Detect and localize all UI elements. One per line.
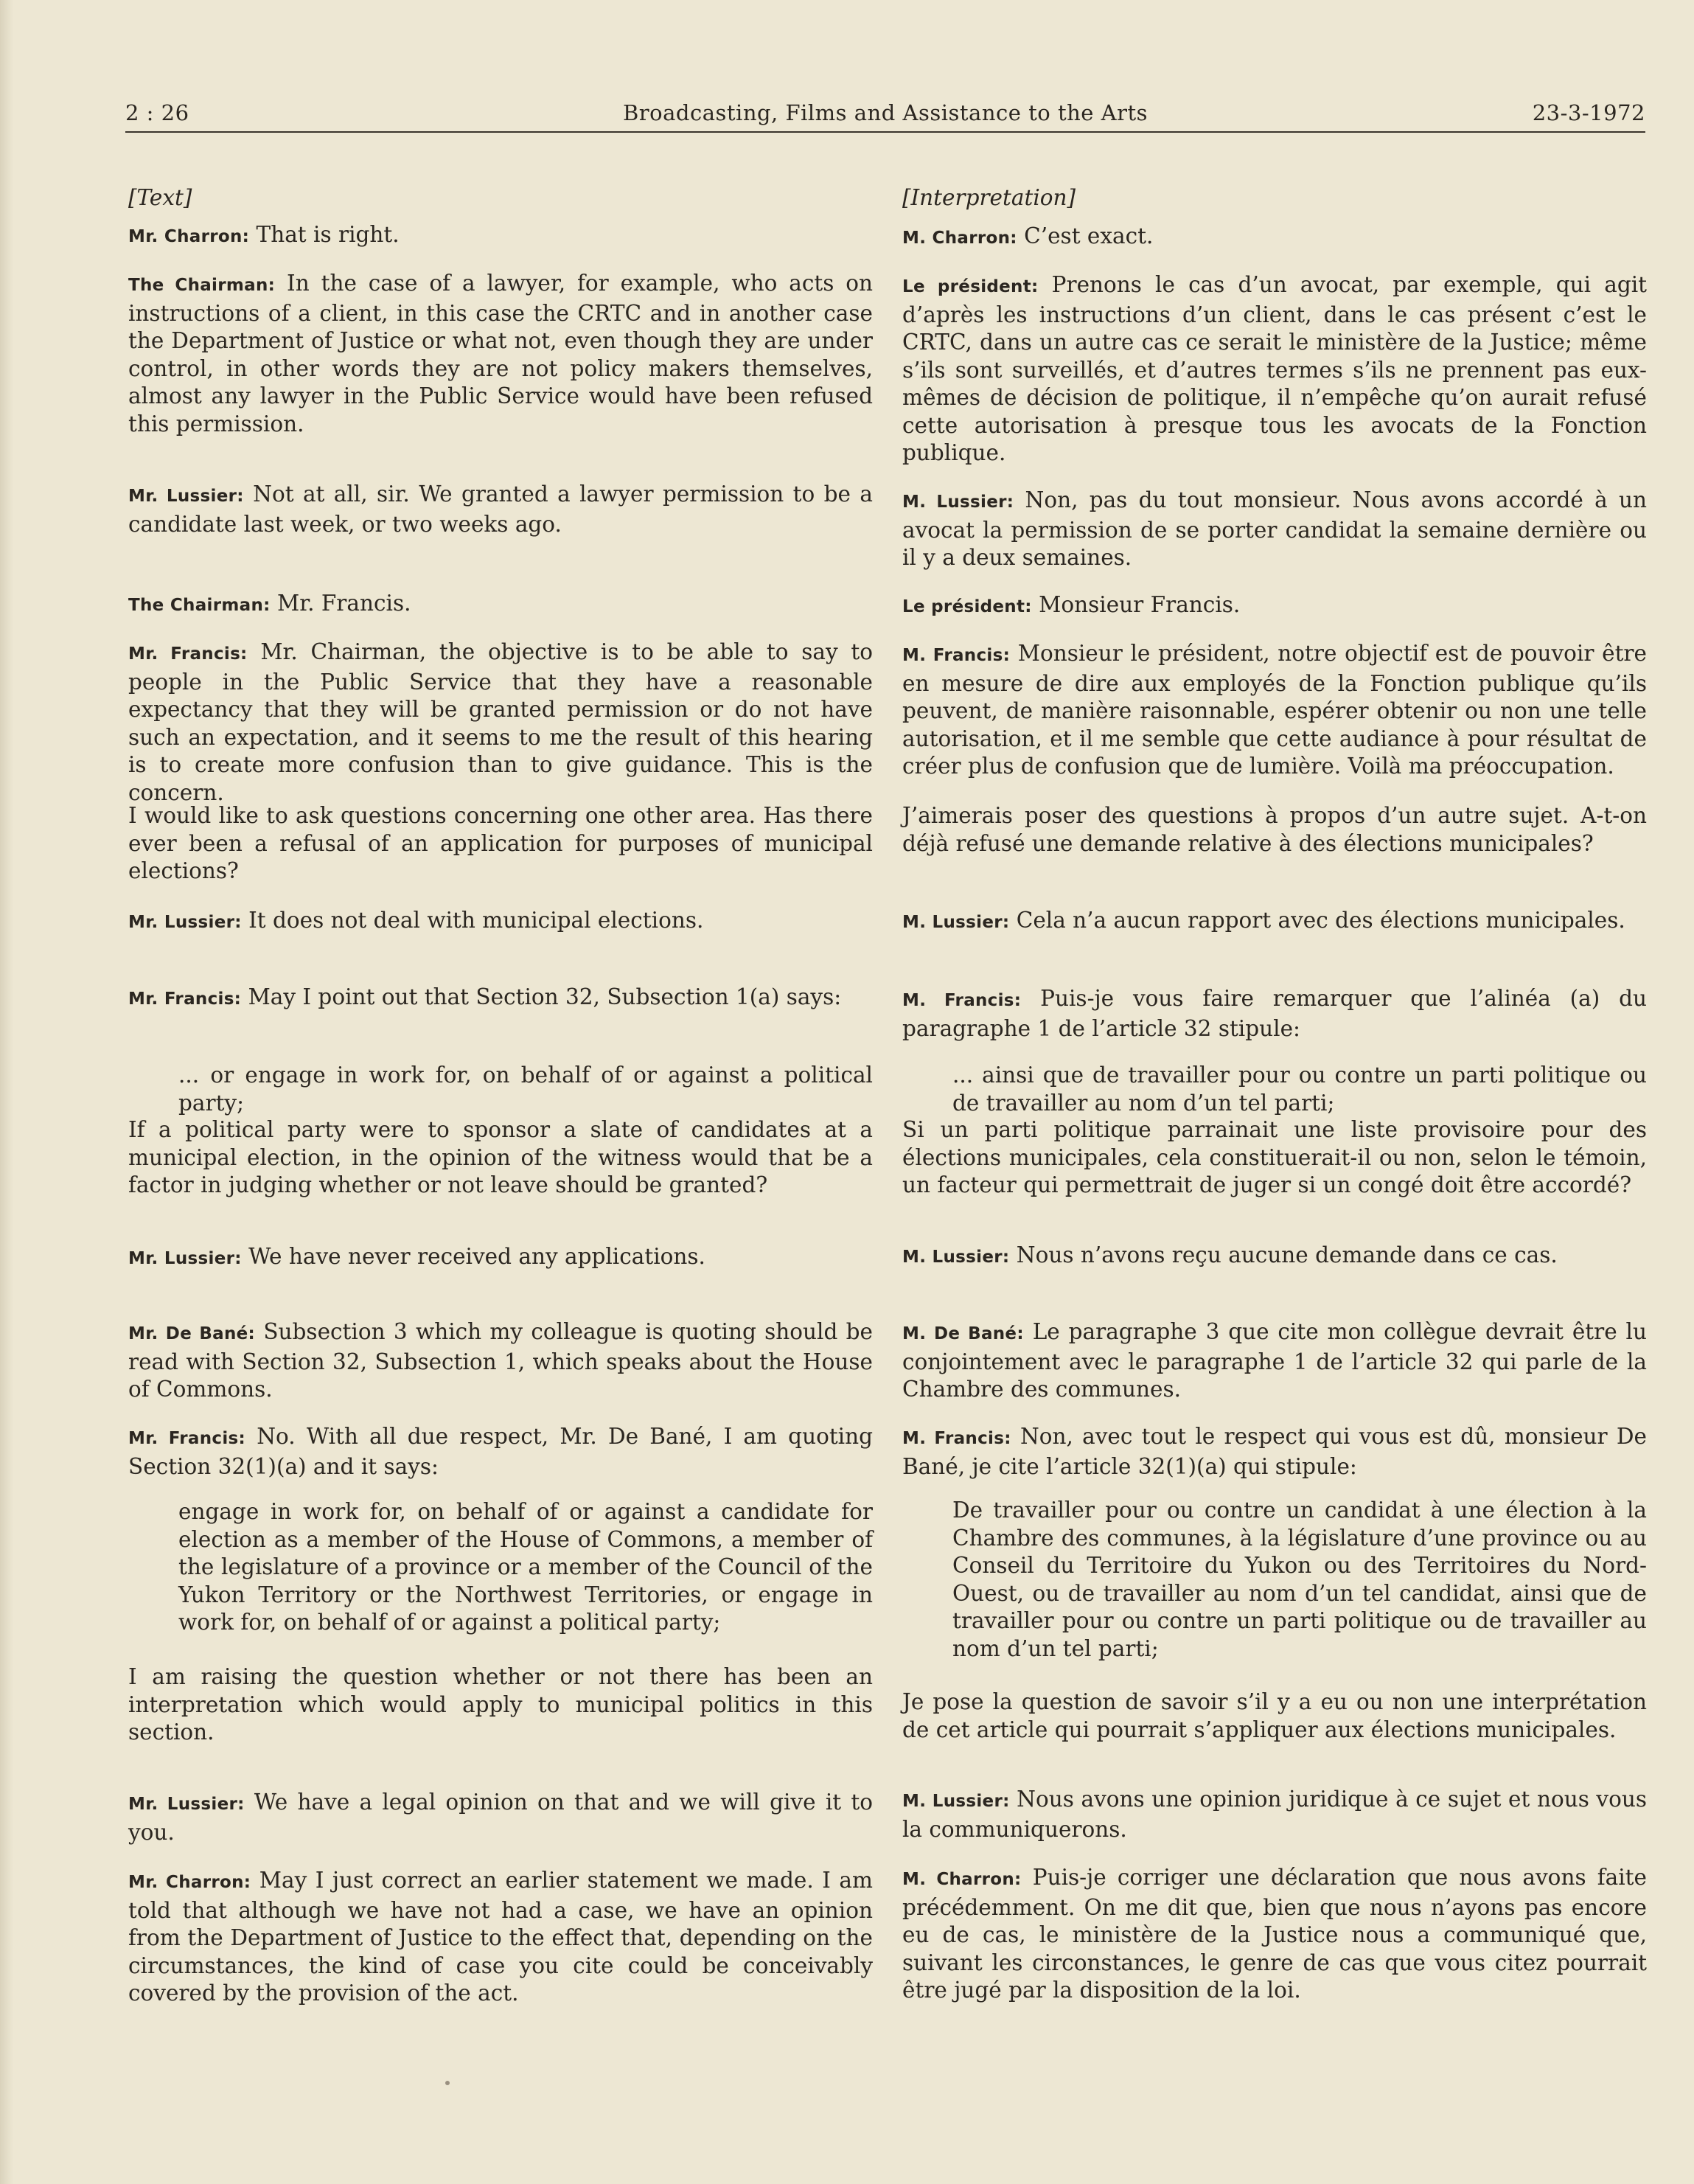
section-tag: [Text] (128, 185, 192, 210)
header-rule (125, 131, 1645, 133)
running-header (125, 97, 1645, 133)
speaker-name: Mr. Francis: (128, 644, 248, 664)
statute-quote: ... ainsi que de travailler pour ou contre un parti politique ou de travailler au nom d’un tel parti; (952, 1063, 1647, 1116)
speaker-name: M. Lussier: (902, 493, 1014, 512)
paragraph: J’aimerais poser des questions à propos d’un autre sujet. A-t-on déjà refusé une demande relative à des élections municipales? (902, 803, 1647, 856)
speech-block: Mr. Lussier: Not at all, sir. We granted a lawyer permission to be a candidate last week, or two weeks ago. (128, 481, 873, 537)
page-number: 2 : 26 (125, 100, 189, 125)
statute-quote: ... or engage in work for, on behalf of or against a political party; (178, 1063, 873, 1116)
speech-block: Mr. Lussier: We have never received any applications. (128, 1244, 705, 1269)
speech-block: M. Lussier: Nous n’avons reçu aucune demande dans ce cas. (902, 1242, 1558, 1267)
speaker-name: Mr. Charron: (128, 1873, 251, 1892)
speech-block: Mr. Lussier: It does not deal with municipal elections. (128, 908, 704, 933)
speaker-name: M. Lussier: (902, 913, 1010, 932)
speaker-name: Mr. Lussier: (128, 913, 242, 932)
speaker-name: M. Lussier: (902, 1792, 1010, 1811)
speaker-name: Le président: (902, 597, 1032, 616)
speech-block: The Chairman: In the case of a lawyer, for example, who acts on instructions of a client, in this case the CRTC and in another case the Department of Justice or what not, even though they are under control, in other words they are not policy makers themselves, almost any lawyer in the Public Service would have been refused this permission. (128, 271, 873, 437)
speech-block: M. Charron: Puis-je corriger une déclaration que nous avons faite précédemment. On me dit que, bien que nous n’ayons pas encore eu de cas, le ministère de la Justice nous a communiqué que, suivant les circonstances, le genre de cas que vous citez pourrait être jugé par la disposition de la loi. (902, 1865, 1647, 2003)
speech-block: M. Francis: Puis-je vous faire remarquer que l’alinéa (a) du paragraphe 1 de l’article 32 stipule: (902, 986, 1647, 1041)
paragraph: Si un parti politique parrainait une liste provisoire pour des élections municipales, cela constituerait-il ou non, selon le témoin, un facteur qui permettrait de juger si un congé doit être accordé? (902, 1117, 1647, 1197)
speaker-name: Mr. Lussier: (128, 1795, 245, 1814)
speech-block: The Chairman: Mr. Francis. (128, 591, 411, 616)
speaker-name: M. Charron: (902, 1870, 1022, 1889)
speech-block: Mr. Francis: Mr. Chairman, the objective is to be able to say to people in the Public Service that they have a reasonable expectancy that they will be granted permission or do not have such an expectation, and it seems to me the result of this hearing is to create more confusion than to give guidance. This is the concern. (128, 639, 873, 805)
speech-block: M. De Bané: Le paragraphe 3 que cite mon collègue devrait être lu conjointement avec le paragraphe 1 de l’article 32 qui parle de la Chambre des communes. (902, 1319, 1647, 1402)
speaker-name: Mr. Lussier: (128, 1249, 242, 1268)
speaker-name: Mr. Charron: (128, 227, 250, 246)
statute-quote: engage in work for, on behalf of or against a candidate for election as a member of the House of Commons, a member of the legislature of a province or a member of the Council of the Yukon Territory or the Northwest Territories, or engage in work for, on behalf of or against a political party; (178, 1499, 873, 1635)
running-title: Broadcasting, Films and Assistance to the Arts (622, 100, 1148, 125)
speaker-name: M. Francis: (902, 991, 1022, 1010)
speech-block: Le président: Monsieur Francis. (902, 592, 1241, 617)
speech-block: M. Lussier: Nous avons une opinion juridique à ce sujet et nous vous la communiquerons. (902, 1787, 1647, 1842)
speaker-name: Le président: (902, 277, 1039, 296)
speech-block: Le président: Prenons le cas d’un avocat, par exemple, qui agit d’après les instructions d’un client, dans le cas présent c’est le CRTC, dans un autre cas ce serait le ministère de la Justice; même s’ils sont surveillés, et d’autres termes s’ils ne prennent pas eux-mêmes de décision de politique, il n’empêche qu’on aurait refusé cette autorisation à presque tous les avocats de la Fonction publique. (902, 272, 1647, 465)
section-tag: [Interpretation] (902, 185, 1076, 210)
page-edge-shadow (0, 0, 13, 2184)
speech-block: M. Charron: C’est exact. (902, 223, 1154, 248)
speech-block: M. Francis: Non, avec tout le respect qui vous est dû, monsieur De Bané, je cite l’article 32(1)(a) qui stipule: (902, 1424, 1647, 1479)
speaker-name: Mr. Lussier: (128, 487, 244, 506)
speech-block: M. Francis: Monsieur le président, notre objectif est de pouvoir être en mesure de dire aux employés de la Fonction publique qu’ils peuvent, de manière raisonnable, espérer obtenir ou non une telle autorisation, et il me semble que cette audiance à pour résultat de créer plus de confusion que de lumière. Voilà ma préoccupation. (902, 641, 1647, 779)
paragraph: I am raising the question whether or not there has been an interpretation which would apply to municipal politics in this section. (128, 1664, 873, 1745)
statute-quote: De travailler pour ou contre un candidat à une élection à la Chambre des communes, à la législature d’une province ou au Conseil du Territoire du Yukon ou des Territoires du Nord-Ouest, ou de travailler au nom d’un tel candidat, ainsi que de travailler pour ou contre un parti politique ou de travailler au nom d’un tel parti; (952, 1498, 1647, 1661)
speech-block: Mr. Francis: No. With all due respect, Mr. De Bané, I am quoting Section 32(1)(a) and it says: (128, 1424, 874, 1479)
speech-block: M. Lussier: Cela n’a aucun rapport avec des élections municipales. (902, 908, 1625, 933)
speech-block: Mr. Francis: May I point out that Section 32, Subsection 1(a) says: (128, 984, 842, 1009)
speaker-name: Mr. De Bané: (128, 1324, 256, 1343)
speaker-name: M. Francis: (902, 646, 1011, 665)
speaker-name: The Chairman: (128, 596, 271, 615)
paragraph: I would like to ask questions concerning one other area. Has there ever been a refusal of an application for purposes of municipal elections? (128, 803, 873, 883)
speech-block: M. Lussier: Non, pas du tout monsieur. Nous avons accordé à un avocat la permission de se porter candidat la semaine dernière ou il y a deux semaines. (902, 487, 1647, 570)
speaker-name: M. Francis: (902, 1429, 1011, 1448)
speech-block: Mr. Lussier: We have a legal opinion on that and we will give it to you. (128, 1790, 873, 1845)
speaker-name: M. De Bané: (902, 1324, 1024, 1343)
speaker-name: Mr. Francis: (128, 990, 242, 1009)
paragraph: Je pose la question de savoir s’il y a eu ou non une interprétation de cet article qui pourrait s’appliquer aux élections municipales. (902, 1689, 1647, 1742)
paragraph: If a political party were to sponsor a slate of candidates at a municipal election, in the opinion of the witness would that be a factor in judging whether or not leave should be granted? (128, 1117, 873, 1197)
speaker-name: M. Charron: (902, 229, 1017, 248)
speech-block: Mr. De Bané: Subsection 3 which my colleague is quoting should be read with Section 32, Subsection 1, which speaks about the House of Commons. (128, 1319, 873, 1402)
paper-speck (445, 2081, 450, 2085)
speaker-name: M. Lussier: (902, 1248, 1010, 1267)
header-date: 23-3-1972 (1532, 100, 1645, 125)
speaker-name: Mr. Francis: (128, 1429, 246, 1448)
speaker-name: The Chairman: (128, 276, 276, 295)
speech-block: Mr. Charron: May I just correct an earlier statement we made. I am told that although we have not had a case, we have an opinion from the Department of Justice to the effect that, depending on the circumstances, the kind of case you cite could be conceivably covered by the provision of the act. (128, 1868, 873, 2006)
speech-block: Mr. Charron: That is right. (128, 222, 400, 247)
